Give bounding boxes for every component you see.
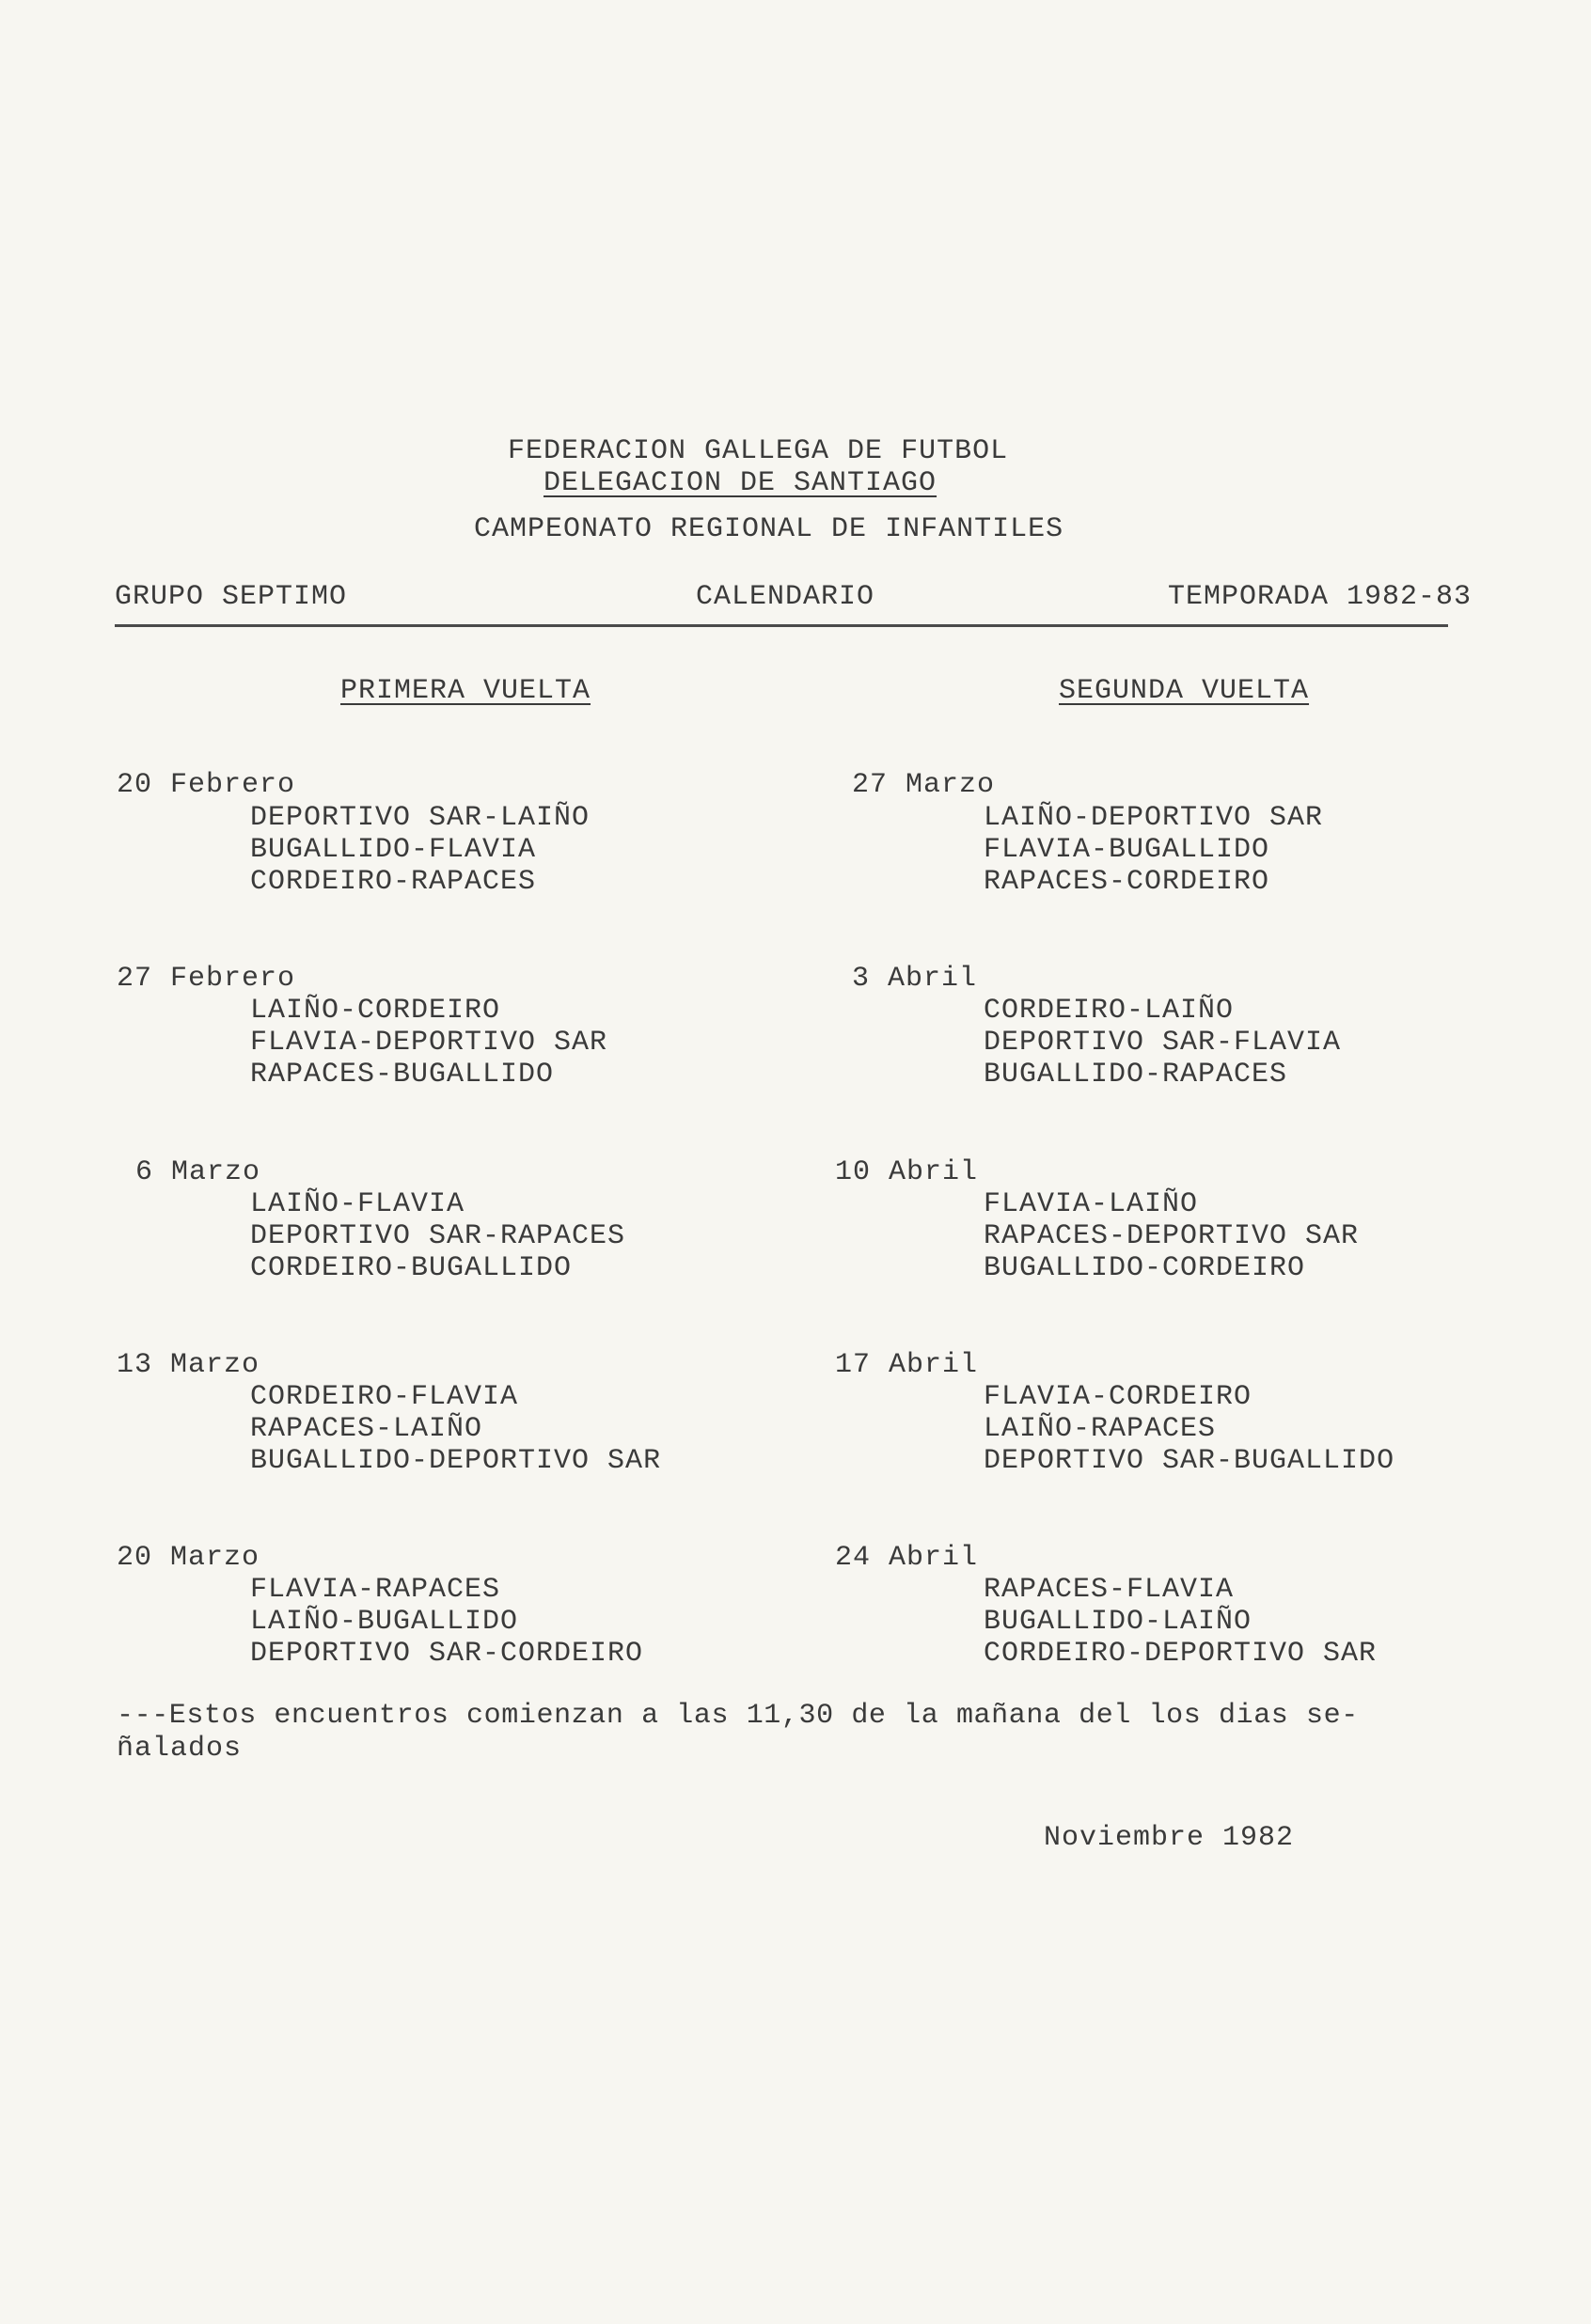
match: DEPORTIVO SAR-RAPACES	[250, 1220, 626, 1252]
match: LAIÑO-FLAVIA	[250, 1188, 465, 1220]
round-date: 24 Abril	[835, 1542, 979, 1574]
delegation-title: DELEGACION DE SANTIAGO	[543, 467, 937, 499]
match: DEPORTIVO SAR-FLAVIA	[984, 1027, 1342, 1059]
match: FLAVIA-DEPORTIVO SAR	[250, 1027, 608, 1059]
group-label: GRUPO SEPTIMO	[115, 581, 348, 613]
federation-title: FEDERACION GALLEGA DE FUTBOL	[508, 435, 1009, 467]
match: LAIÑO-RAPACES	[984, 1413, 1217, 1445]
calendar-label: CALENDARIO	[696, 581, 875, 613]
second-round-title: SEGUNDA VUELTA	[1059, 675, 1310, 707]
round-date: 6 Marzo	[135, 1156, 261, 1188]
match: RAPACES-BUGALLIDO	[250, 1059, 555, 1091]
header-rule	[115, 624, 1448, 627]
match: RAPACES-CORDEIRO	[984, 866, 1270, 898]
document-date: Noviembre 1982	[1044, 1822, 1295, 1854]
first-round-title: PRIMERA VUELTA	[340, 675, 591, 707]
championship-title: CAMPEONATO REGIONAL DE INFANTILES	[474, 513, 1064, 545]
round-date: 20 Febrero	[117, 769, 296, 801]
season-label: TEMPORADA 1982-83	[1168, 581, 1473, 613]
match: DEPORTIVO SAR-LAIÑO	[250, 802, 591, 834]
match: CORDEIRO-DEPORTIVO SAR	[984, 1638, 1378, 1670]
match: FLAVIA-CORDEIRO	[984, 1381, 1252, 1413]
match: CORDEIRO-LAIÑO	[984, 995, 1235, 1027]
match: BUGALLIDO-CORDEIRO	[984, 1252, 1306, 1284]
match: BUGALLIDO-RAPACES	[984, 1059, 1288, 1091]
round-date: 3 Abril	[852, 963, 978, 995]
match: BUGALLIDO-FLAVIA	[250, 834, 537, 866]
match: FLAVIA-LAIÑO	[984, 1188, 1199, 1220]
match: RAPACES-FLAVIA	[984, 1574, 1235, 1606]
round-date: 17 Abril	[835, 1349, 979, 1381]
match: LAIÑO-BUGALLIDO	[250, 1606, 519, 1638]
round-date: 20 Marzo	[117, 1542, 260, 1574]
match: RAPACES-LAIÑO	[250, 1413, 483, 1445]
round-date: 10 Abril	[835, 1156, 979, 1188]
round-date: 13 Marzo	[117, 1349, 260, 1381]
match: CORDEIRO-RAPACES	[250, 866, 537, 898]
round-date: 27 Marzo	[852, 769, 996, 801]
match: FLAVIA-BUGALLIDO	[984, 834, 1270, 866]
match: BUGALLIDO-LAIÑO	[984, 1606, 1252, 1638]
match: RAPACES-DEPORTIVO SAR	[984, 1220, 1360, 1252]
match: CORDEIRO-FLAVIA	[250, 1381, 519, 1413]
match: LAIÑO-DEPORTIVO SAR	[984, 802, 1324, 834]
match: DEPORTIVO SAR-BUGALLIDO	[984, 1445, 1395, 1477]
match: BUGALLIDO-DEPORTIVO SAR	[250, 1445, 662, 1477]
match: CORDEIRO-BUGALLIDO	[250, 1252, 573, 1284]
schedule-note-line1: ---Estos encuentros comienzan a las 11,30 de la mañana del los dias se-	[117, 1700, 1359, 1732]
match: LAIÑO-CORDEIRO	[250, 995, 501, 1027]
match: FLAVIA-RAPACES	[250, 1574, 501, 1606]
match: DEPORTIVO SAR-CORDEIRO	[250, 1638, 644, 1670]
round-date: 27 Febrero	[117, 963, 296, 995]
schedule-note-line2: ñalados	[117, 1733, 243, 1765]
